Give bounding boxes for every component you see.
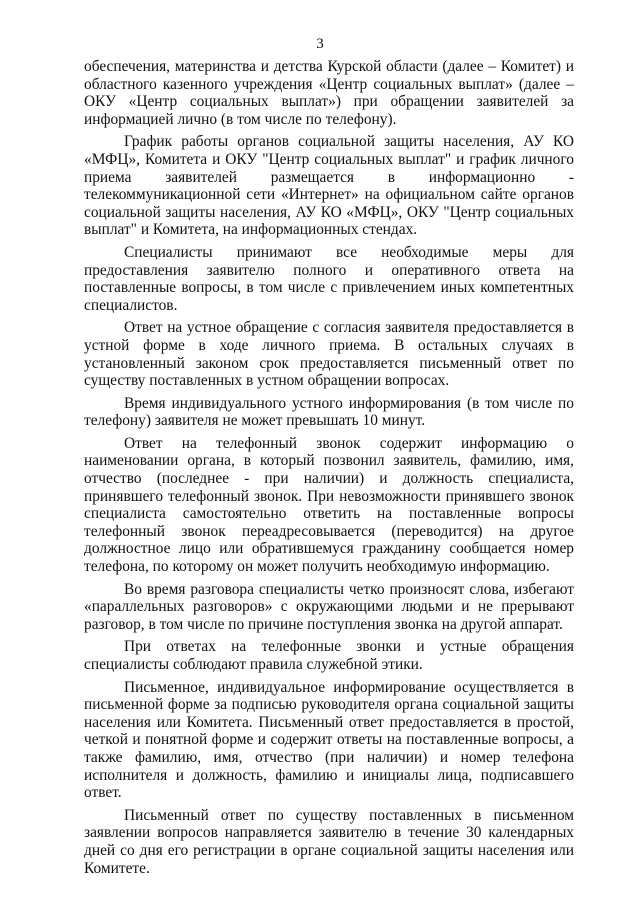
paragraph-work-schedule: График работы органов социальной защиты населения, АУ КО «МФЦ», Комитета и ОКУ "Центр социальных выплат" и график личного приема заявителей размещается в информационно - телекоммуникационной сети «Интернет» на официальном сайте органов социальной защиты населения, АУ КО «МФЦ», ОКУ "Центр социальных выплат" и Комитета, на информационных стендах. bbox=[84, 133, 574, 239]
page-number: 3 bbox=[316, 36, 324, 52]
document-body bbox=[84, 58, 574, 877]
paragraph-oral-answer: Ответ на устное обращение с согласия заявителя предоставляется в устной форме в ходе личного приема. В остальных случаях в установленный законом срок предоставляется письменный ответ по существу поставленных в устном обращении вопросах. bbox=[84, 319, 574, 390]
paragraph-written-answer-deadline: Письменный ответ по существу поставленных в письменном заявлении вопросов направляется заявителю в течение 30 календарных дней со дня его регистрации в органе социальной защиты населения или Комитете. bbox=[84, 806, 574, 877]
paragraph-phone-answer: Ответ на телефонный звонок содержит информацию о наименовании органа, в который позвонил заявитель, фамилию, имя, отчество (последнее - при наличии) и должность специалиста, принявшего телефонный звонок. При невозможности принявшего звонок специалиста самостоятельно ответить на поставленные вопросы телефонный звонок переадресовывается (переводится) на другое должностное лицо или обратившемуся гражданину сообщается номер телефона, по которому он может получить необходимую информацию. bbox=[84, 434, 574, 576]
paragraph-time-limit: Время индивидуального устного информирования (в том числе по телефону) заявителя не может превышать 10 минут. bbox=[84, 394, 574, 430]
paragraph-written-informing: Письменное, индивидуальное информирование осуществляется в письменной форме за подписью руководителя органа социальной защиты населения или Комитета. Письменный ответ предоставляется в простой, четкой и понятной форме и содержит ответы на поставленные вопросы, а также фамилию, имя, отчество (при наличии) и номер телефона исполнителя и должность, фамилию и инициалы лица, подписавшего ответ. bbox=[84, 678, 574, 802]
paragraph-continuation: обеспечения, материнства и детства Курской области (далее – Комитет) и областного казенного учреждения «Центр социальных выплат» (далее – ОКУ «Центр социальных выплат») при обращении заявителей за информацией лично (в том числе по телефону). bbox=[84, 58, 574, 128]
paragraph-service-ethics: При ответах на телефонные звонки и устные обращения специалисты соблюдают правила служебной этики. bbox=[84, 638, 574, 673]
paragraph-specialists-measures: Специалисты принимают все необходимые меры для предоставления заявителю полного и оперативного ответа на поставленные вопросы, в том числе с привлечением иных компетентных специалистов. bbox=[84, 243, 574, 314]
paragraph-conversation-rules: Во время разговора специалисты четко произносят слова, избегают «параллельных разговоров» с окружающими людьми и не прерывают разговор, в том числе по причине поступления звонка на другой аппарат. bbox=[84, 580, 574, 633]
